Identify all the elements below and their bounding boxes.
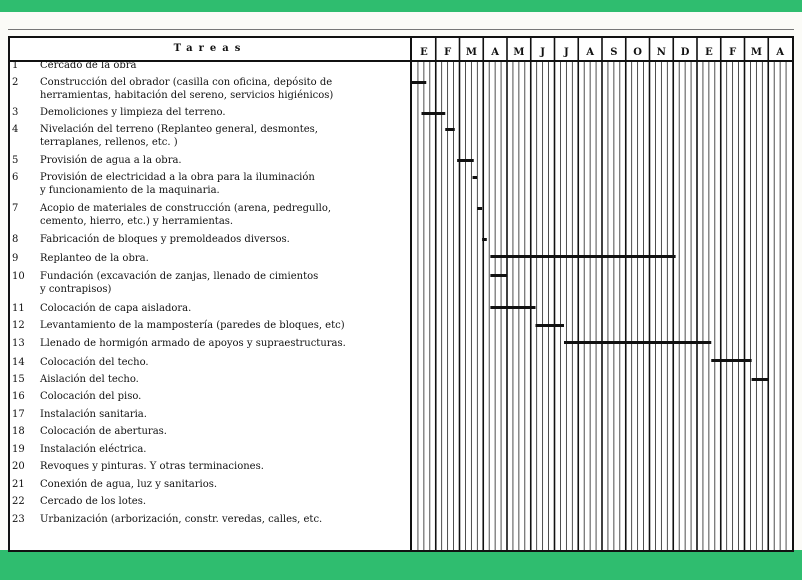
month-label: J [540,47,545,58]
task-text: Instalación sanitaria. [40,409,147,420]
task-text: Revoques y pinturas. Y otras terminaciones. [40,461,264,472]
task-text: Colocación del techo. [40,357,149,368]
task-text: Replanteo de la obra. [40,253,149,264]
task-bar [490,274,507,277]
month-label: O [633,47,642,58]
task-text: Colocación de capa aisladora. [40,303,192,314]
task-text: Acopio de materiales de construcción (arena, pedregullo, [40,203,332,214]
task-text: Llenado de hormigón armado de apoyos y supraestructuras. [40,338,346,349]
task-text: herramientas, habitación del sereno, servicios higiénicos) [40,90,334,101]
month-label: D [680,47,690,58]
task-text: cemento, hierro, etc.) y herramientas. [40,216,234,227]
task-text: Construcción del obrador (casilla con oficina, depósito de [40,77,333,88]
task-text: Instalación eléctrica. [40,444,147,455]
task-text: terraplanes, rellenos, etc. ) [40,137,178,148]
month-label: N [656,47,666,58]
task-number: 1 [12,60,19,71]
task-bar [445,128,455,131]
task-text: Colocación del piso. [40,391,142,402]
task-text: Cercado de los lotes. [40,496,147,507]
task-number: 2 [12,77,19,88]
gantt-table [8,36,794,552]
task-text: Urbanización (arborización, constr. veredas, calles, etc. [40,514,323,525]
task-column-header: Tareas [10,38,410,62]
task-text: Colocación de aberturas. [40,426,167,437]
task-number: 3 [12,107,19,118]
task-number: 22 [12,496,25,507]
task-text: y funcionamiento de la maquinaria. [40,185,220,196]
month-label: J [564,47,569,58]
month-label: A [491,47,500,58]
document-sheet [0,12,802,550]
task-number: 6 [12,172,19,183]
task-column [10,38,412,550]
task-text: Cercado de la obra [40,60,137,71]
task-text: Aislación del techo. [40,374,139,385]
task-bar [711,359,751,362]
month-label: M [465,47,477,58]
task-number: 17 [12,409,25,420]
task-bar [490,306,535,309]
task-number: 10 [12,271,25,282]
month-label: A [586,47,595,58]
timeline-svg [412,38,792,550]
month-label: E [420,47,428,58]
month-label: M [750,47,762,58]
task-bar [536,324,565,327]
task-number: 5 [12,155,19,166]
task-text: Demoliciones y limpieza del terreno. [40,107,226,118]
task-bar [752,378,769,381]
task-number: 15 [12,374,25,385]
task-text: Fundación (excavación de zanjas, llenado de cimientos [40,271,319,282]
task-number: 9 [12,253,19,264]
task-bar [412,81,426,84]
task-bar [490,255,675,258]
task-text: Conexión de agua, luz y sanitarios. [40,479,218,490]
task-number: 18 [12,426,25,437]
task-bar [477,207,482,210]
task-number: 12 [12,320,25,331]
month-label: S [610,47,618,58]
task-text: Nivelación del terreno (Replanteo general, desmontes, [40,124,318,135]
month-label: M [513,47,525,58]
task-bar [564,341,711,344]
task-bar [422,112,446,115]
timeline-grid [412,38,792,550]
month-label: F [729,47,737,58]
task-number: 20 [12,461,25,472]
task-bar [457,159,474,162]
task-text: y contrapisos) [40,284,112,295]
task-number: 8 [12,234,19,245]
task-number: 13 [12,338,25,349]
task-number: 16 [12,391,25,402]
task-number: 23 [12,514,25,525]
task-number: 11 [12,303,25,314]
task-number: 4 [12,124,19,135]
month-label: A [776,47,785,58]
task-text: Levantamiento de la mampostería (paredes de bloques, etc) [40,320,345,331]
task-text: Provisión de electricidad a la obra para la iluminación [40,172,315,183]
task-bar [482,238,487,241]
task-number: 21 [12,479,25,490]
task-text: Provisión de agua a la obra. [40,155,182,166]
month-label: E [705,47,713,58]
task-number: 7 [12,203,19,214]
top-rule [8,29,794,30]
month-label: F [444,47,452,58]
task-number: 14 [12,357,25,368]
task-number: 19 [12,444,25,455]
task-bar [473,176,478,179]
task-text: Fabricación de bloques y premoldeados diversos. [40,234,290,245]
